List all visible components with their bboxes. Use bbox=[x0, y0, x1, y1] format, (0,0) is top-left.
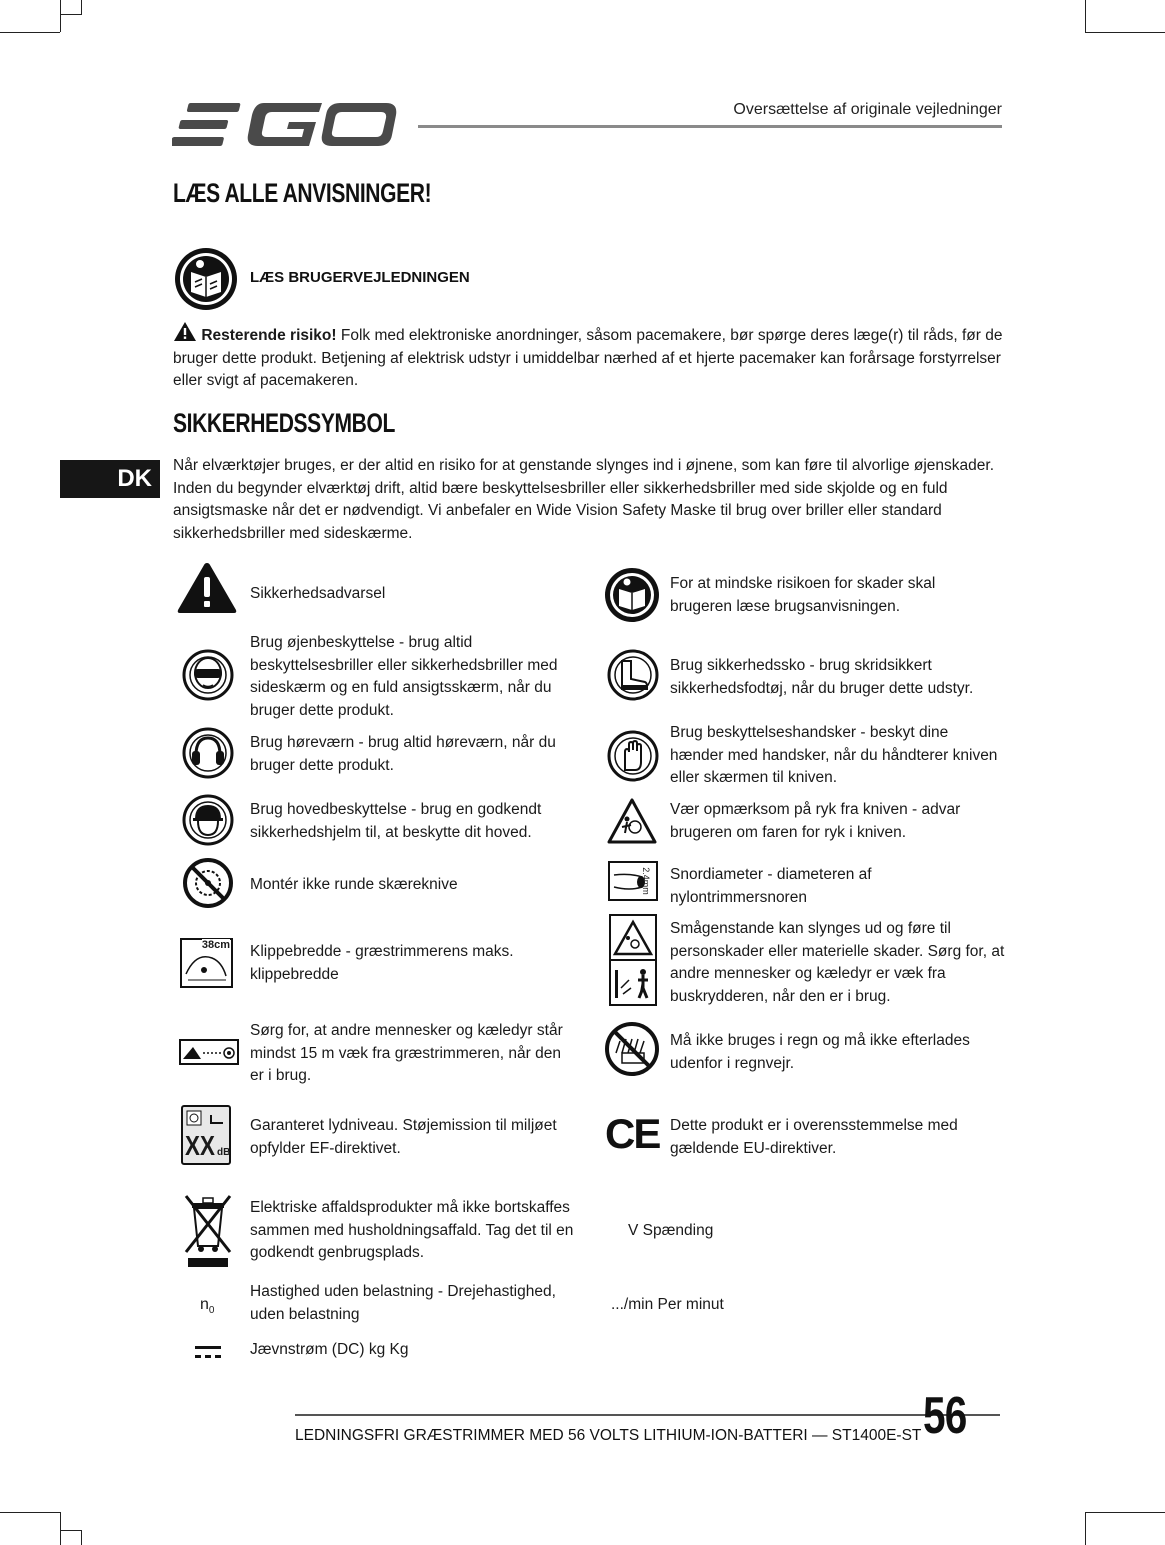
symbol-text-no-round-blade: Montér ikke runde skæreknive bbox=[250, 876, 458, 893]
crop-mark bbox=[60, 1512, 61, 1545]
section-title-read-all: LÆS ALLE ANVISNINGER! bbox=[173, 178, 432, 208]
ear-protection-icon bbox=[182, 727, 234, 779]
no-load-speed-sub: 0 bbox=[208, 1305, 215, 1317]
symbol-text-weee: Elektriske affaldsprodukter må ikke bortskaffes sammen med husholdningsaffald. Tag det til en godkendt genbrugsplads. bbox=[250, 1199, 574, 1261]
symbol-text-head-protection: Brug hovedbeskyttelse - brug en godkendt sikkerhedshjelm til, at beskytte dit hoved. bbox=[250, 801, 542, 841]
cutting-width-icon bbox=[180, 938, 233, 988]
safety-intro-paragraph: Når elværktøjer bruges, er der altid en risiko for at genstande slynges ind i øjnene, som kan føre til alvorlige øjenskader. Inden du begynder elværktøj drift, altid bære beskyttelsesbriller eller sikkerhedsbriller med side skjolde og en fuld ansigtsmaske når det er nødvendigt. Vi anbefaler en Wide Vision Safety Maske til brug over briller eller standard sikkerhedsbriller med sideskærme. bbox=[173, 457, 995, 542]
no-load-speed-n: n bbox=[200, 1296, 209, 1313]
read-manual-icon bbox=[604, 567, 660, 623]
symbol-text-line-diameter: Snordiameter - diameteren af nylontrimmersnoren bbox=[670, 866, 872, 906]
read-manual-label: LÆS BRUGERVEJLEDNINGEN bbox=[250, 269, 470, 286]
symbol-text-noise-level: Garanteret lydniveau. Støjemission til miljøet opfylder EF-direktivet. bbox=[250, 1117, 557, 1157]
header-rule bbox=[418, 125, 1002, 128]
residual-risk-text: Folk med elektroniske anordninger, såsom pacemakere, bør spørge deres læge(r) til råds, før de bruger dette produkt. Betjening af elektrisk udstyr i umiddelbar nærhed af et hjerte pacemaker kan forårsage forstyrrelser eller svigt af pacemakeren. bbox=[173, 327, 1003, 389]
crop-mark bbox=[0, 1512, 60, 1513]
symbol-text-thrown-objects: Smågenstande kan slynges ud og føre til personskader eller materielle skader. Sørg for, at andre mennesker og kæledyr er væk fra buskrydderen, når den er i brug. bbox=[670, 920, 1005, 1005]
symbol-text-no-load-speed: Hastighed uden belastning - Drejehastighed, uden belastning bbox=[250, 1283, 556, 1323]
crop-mark bbox=[1085, 1512, 1165, 1513]
crop-mark bbox=[0, 32, 60, 33]
language-tab: DK bbox=[60, 460, 160, 498]
eye-protection-icon bbox=[182, 649, 234, 701]
crop-mark bbox=[81, 0, 82, 14]
line-diameter-icon bbox=[608, 861, 658, 901]
section-title-safety-symbols: SIKKERHEDSSYMBOL bbox=[173, 408, 395, 438]
keep-distance-icon bbox=[179, 1039, 239, 1065]
symbol-text-ear-protection: Brug høreværn - brug altid høreværn, når du bruger dette produkt. bbox=[250, 734, 556, 774]
line-diameter-label: 2.4mm bbox=[641, 867, 652, 895]
symbol-text-cutting-width: Klippebredde - græstrimmerens maks. klippebredde bbox=[250, 943, 514, 983]
crop-mark bbox=[60, 1530, 82, 1531]
symbol-text-gloves: Brug beskyttelseshandsker - beskyt dine hænder med handsker, når du håndterer kniven eller skærmen til kniven. bbox=[670, 724, 998, 786]
crop-mark bbox=[60, 14, 82, 15]
crop-mark bbox=[1085, 32, 1165, 33]
symbol-text-per-minute: .../min Per minut bbox=[611, 1296, 724, 1313]
weee-bin-icon bbox=[182, 1192, 234, 1270]
crop-mark bbox=[81, 1530, 82, 1545]
read-manual-icon bbox=[173, 246, 239, 312]
header-subtitle: Oversættelse af originale vejledninger bbox=[733, 101, 1002, 118]
no-load-speed-symbol bbox=[200, 1296, 214, 1316]
symbol-text-voltage: V Spænding bbox=[628, 1222, 714, 1239]
gloves-icon bbox=[607, 730, 659, 782]
crop-mark bbox=[1085, 1512, 1086, 1545]
noise-level-icon bbox=[181, 1105, 231, 1165]
residual-risk-title: Resterende risiko! bbox=[201, 327, 337, 344]
residual-risk-paragraph bbox=[173, 321, 1008, 393]
symbol-text-safety-alert: Sikkerhedsadvarsel bbox=[250, 585, 386, 602]
footer-title: LEDNINGSFRI GRÆSTRIMMER MED 56 VOLTS LITHIUM-ION-BATTERI — ST1400E-ST bbox=[295, 1427, 922, 1444]
warning-triangle-icon bbox=[173, 321, 197, 342]
no-rain-icon bbox=[604, 1021, 660, 1077]
symbol-text-direct-current: Jævnstrøm (DC) kg Kg bbox=[250, 1341, 409, 1358]
ego-logo bbox=[172, 98, 397, 154]
blade-thrust-icon bbox=[607, 797, 657, 845]
warning-triangle-icon bbox=[176, 561, 238, 615]
noise-level-unit: dB bbox=[217, 1147, 231, 1158]
footer-rule bbox=[295, 1414, 1000, 1416]
direct-current-icon bbox=[194, 1343, 222, 1361]
page-number: 56 bbox=[923, 1387, 967, 1445]
no-round-blade-icon bbox=[182, 857, 234, 909]
ce-mark-icon: CE bbox=[605, 1110, 660, 1157]
head-protection-icon bbox=[182, 794, 234, 846]
symbol-text-ce-mark: Dette produkt er i overensstemmelse med gældende EU-direktiver. bbox=[670, 1117, 958, 1157]
cutting-width-label: 38cm bbox=[201, 939, 230, 951]
noise-level-label: XX bbox=[185, 1130, 215, 1161]
symbol-text-keep-distance: Sørg for, at andre mennesker og kæledyr står mindst 15 m væk fra græstrimmeren, når den er i brug. bbox=[250, 1022, 563, 1084]
symbol-text-no-rain: Må ikke bruges i regn og må ikke efterlades udenfor i regnvejr. bbox=[670, 1032, 970, 1072]
symbol-text-read-manual: For at mindske risikoen for skader skal brugeren læse brugsanvisningen. bbox=[670, 575, 936, 615]
symbol-text-eye-protection: Brug øjenbeskyttelse - brug altid beskyttelsesbriller eller sikkerhedsbriller med sideskærm og en fuld ansigtsskærm, når du bruger dette produkt. bbox=[250, 634, 558, 719]
crop-mark bbox=[60, 0, 61, 32]
thrown-objects-icon bbox=[609, 914, 657, 1006]
symbol-text-blade-thrust: Vær opmærksom på ryk fra kniven - advar brugeren om faren for ryk i kniven. bbox=[670, 801, 961, 841]
safety-boots-icon bbox=[607, 649, 659, 701]
crop-mark bbox=[1085, 0, 1086, 32]
symbol-text-safety-boots: Brug sikkerhedssko - brug skridsikkert sikkerhedsfodtøj, når du bruger dette udstyr. bbox=[670, 657, 974, 697]
